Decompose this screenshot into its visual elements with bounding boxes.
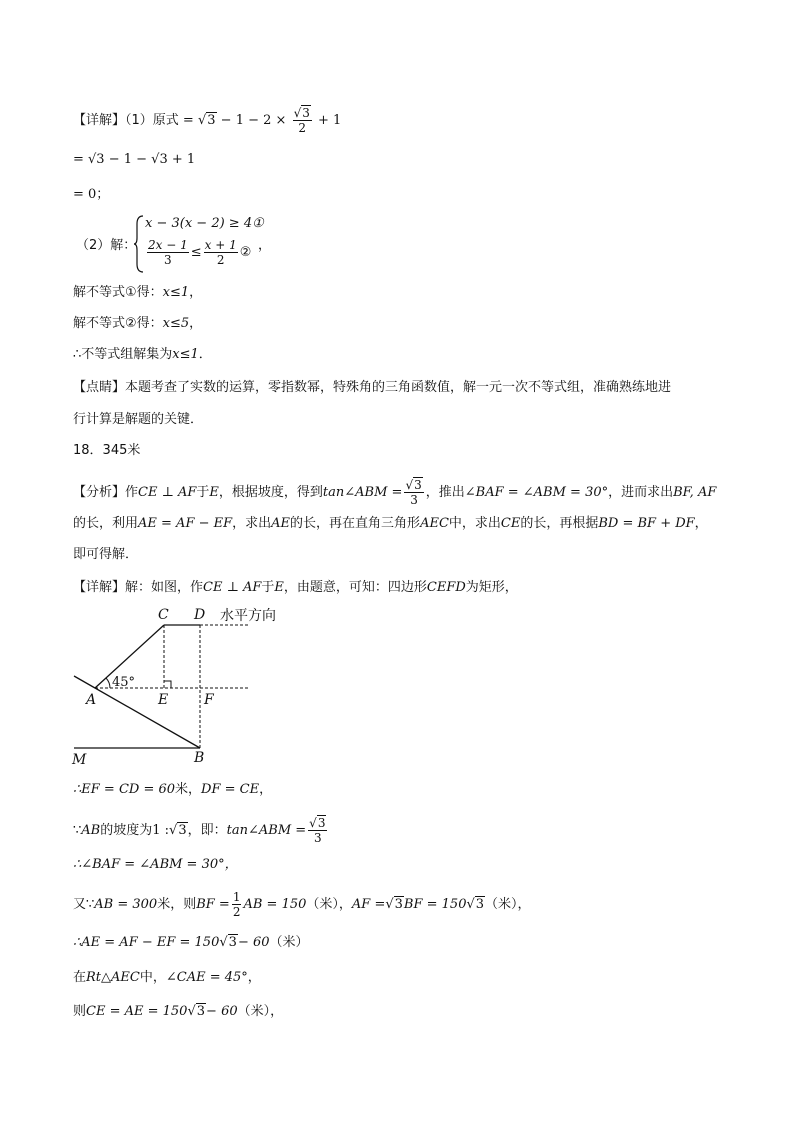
step-2: ∵AB的坡度为1 :√3，即：tan∠ABM = $\frac{√3}{3}$ [73, 816, 326, 845]
step-7: 则CE = AE = 150√3− 60（米）， [73, 1004, 284, 1019]
solution-set: ∴不等式组解集为x≤1． [73, 347, 212, 362]
step-6: 在Rt△AEC中，∠CAE = 45°， [73, 970, 261, 985]
segment-AB [74, 676, 200, 748]
label-C: C [158, 607, 169, 623]
geometry-figure [70, 600, 300, 770]
step-1: ∴EF = CD = 60米，DF = CE， [73, 782, 273, 797]
horizontal-label: 水平方向 [220, 608, 276, 624]
expr1-step2: = √3 − 1 − √3 + 1 [73, 152, 196, 167]
detail-label: 【详解】 [73, 113, 126, 128]
comment-line-2: 行计算是解题的关键． [73, 412, 204, 427]
comment-line-1: 【点睛】本题考查了实数的运算，零指数幂，特殊角的三角函数值，解一元一次不等式组，准确熟练地进 [73, 380, 672, 395]
expr1-result: = 0； [73, 187, 110, 202]
right-angle-mark [164, 681, 171, 688]
label-D: D [194, 607, 206, 623]
detail-line-1: 【详解】解：如图，作CE ⊥ AF于E，由题意，可知：四边形CEFD为矩形， [73, 580, 518, 595]
figure-lines [74, 625, 250, 748]
answer-18: 18．345米 [73, 443, 141, 458]
solve-ineq1: 解不等式①得：x≤1， [73, 285, 203, 300]
inequality-2: $\frac{2x - 1}{3}$ ≤ $\frac{x + 1}{2}$ ② [148, 238, 252, 267]
label-M: M [72, 752, 87, 768]
expr1-line: 【详解】（1）原式 = √3 − 1 − 2 × $\frac{√3}{2}$ + 1 [73, 106, 342, 135]
step-4: 又∵AB = 300米，则BF = $\frac{1}{2}$ AB = 150（米），AF =√3BF = 150√3（米）， [73, 890, 531, 919]
label-F: F [204, 692, 214, 708]
inequality-1: x − 3(x − 2) ≥ 4① [145, 216, 264, 231]
sqrt3-over-2: $\frac{√3}{2}$ [293, 106, 310, 135]
angle-arc [106, 678, 110, 688]
analysis-line-2: 的长，利用AE = AF − EF，求出AE的长，再在直角三角形AEC中，求出CE的长，再根据BD = BF + DF， [73, 516, 708, 531]
solve-ineq2: 解不等式②得：x≤5， [73, 316, 203, 331]
label-E: E [158, 692, 169, 708]
left-brace-icon [133, 214, 145, 274]
step-3: ∴∠BAF = ∠ABM = 30°， [73, 857, 238, 872]
label-A: A [86, 692, 97, 708]
part1-prefix: （1）原式 [125, 113, 179, 128]
step-5: ∴AE = AF − EF = 150√3− 60（米） [73, 935, 309, 950]
analysis-line-3: 即可得解． [73, 547, 139, 562]
inequality-end: ， [258, 238, 272, 253]
label-B: B [194, 750, 205, 766]
angle-label: 45° [112, 675, 136, 690]
analysis-line-1: 【分析】作CE ⊥ AF于E，根据坡度，得到tan∠ABM = $\frac{√3}{3}$ ，推出∠BAF = ∠ABM = 30°，进而求出BF, AF [73, 478, 717, 507]
part2-prefix: （2）解： [76, 238, 137, 253]
